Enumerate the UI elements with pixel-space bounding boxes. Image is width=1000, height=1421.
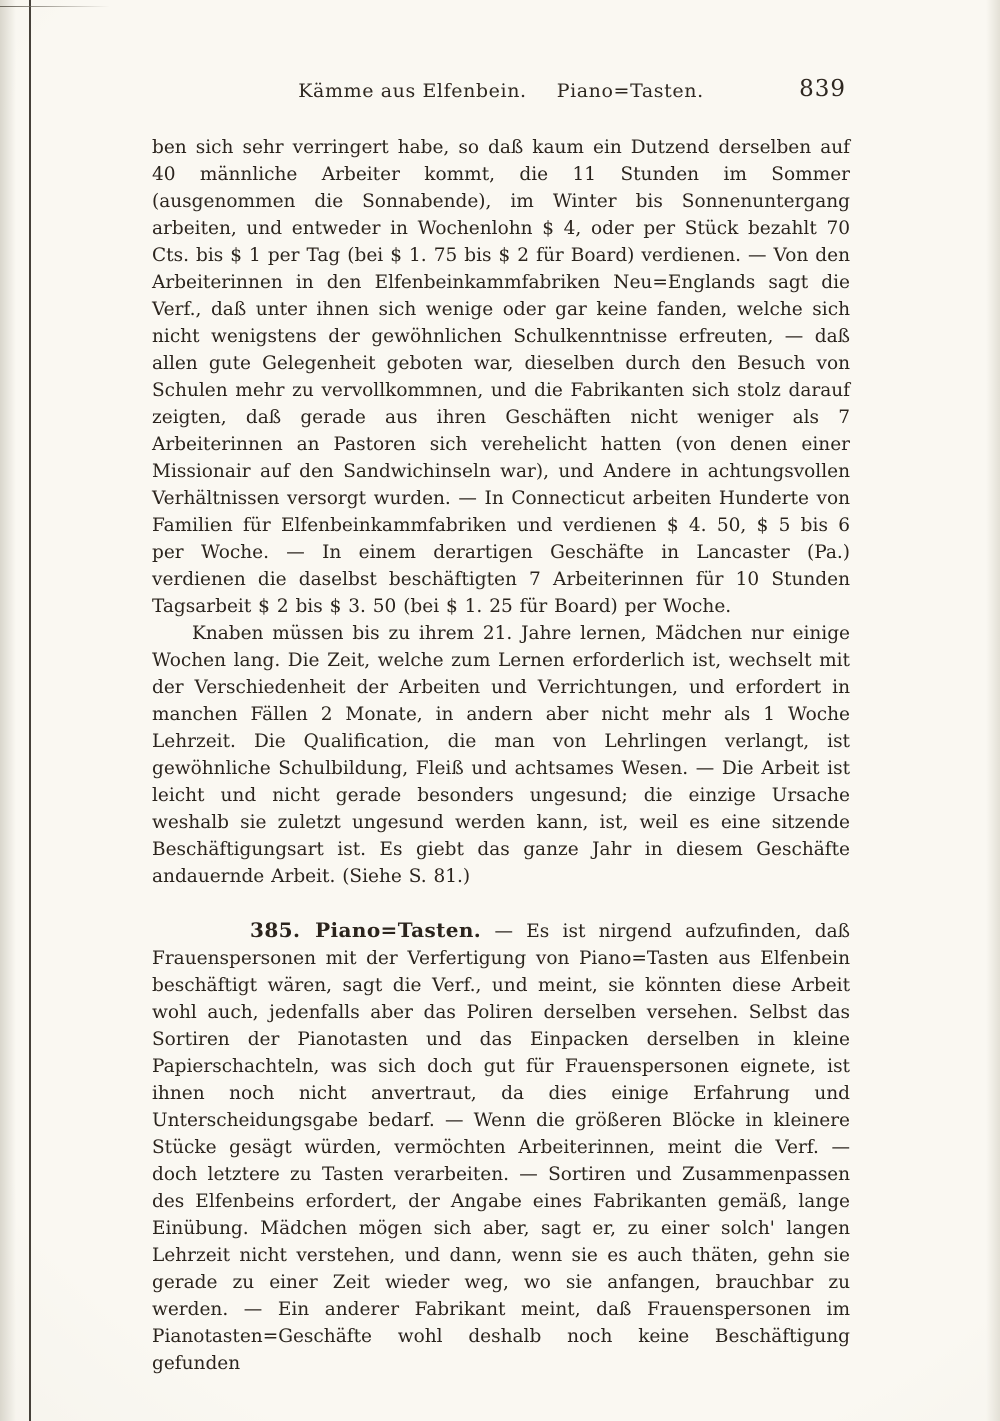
running-title-right: Piano=Tasten. [556, 80, 704, 102]
section-separator: — [481, 921, 527, 942]
running-title-left: Kämme aus Elfenbein. [298, 80, 527, 102]
section-385-piano-tasten [152, 917, 850, 1377]
scan-left-edge-line [29, 0, 31, 1421]
section-text: Es ist nirgend aufzufinden, daß Frauenspersonen mit der Verfertigung von Piano=Tasten aus Elfenbein beschäftigt wären, sagt die Verf., und meint, sie könnten diese Arbeit wohl auch, jedenfalls aber das Poliren derselben versehen. Selbst das Sortiren der Pianotasten und das Einpacken derselben in kleine Papierschachteln, was sich doch gut für Frauenspersonen eignete, ist ihnen noch nicht anvertraut, da dies einige Erfahrung und Unterscheidungsgabe bedarf. — Wenn die größeren Blöcke in kleinere Stücke gesägt würden, vermöchten Arbeiterinnen, meint die Verf. — doch letztere zu Tasten verarbeiten. — Sortiren und Zusammenpassen des Elfenbeins erfordert, der Angabe eines Fabrikanten gemäß, lange Einübung. Mädchen mögen sich aber, sagt er, zu einer solch' langen Lehrzeit nicht verstehen, und dann, wenn sie es auch thäten, gehn sie gerade zu einer Zeit wieder weg, wo sie anfangen, brauchbar zu werden. — Ein anderer Fabrikant meint, daß Frauenspersonen im Pianotasten=Geschäfte wohl deshalb noch keine Beschäftigung gefunden [152, 921, 850, 1374]
paragraph-ivory-combs-continuation: ben sich sehr verringert habe, so daß kaum ein Dutzend derselben auf 40 männliche Arbeiter kommt, die 11 Stunden im Sommer (ausgenommen die Sonnabende), im Winter bis Sonnenuntergang arbeiten, und entweder in Wochenlohn $ 4, oder per Stück bezahlt 70 Cts. bis $ 1 per Tag (bei $ 1. 75 bis $ 2 für Board) verdienen. — Von den Arbeiterinnen in den Elfenbeinkammfabriken Neu=Englands sagt die Verf., daß unter ihnen sich wenige oder gar keine fanden, welche sich nicht wenigstens der gewöhnlichen Schulkenntnisse erfreuten, — daß allen gute Gelegenheit geboten war, dieselben durch den Besuch von Schulen mehr zu vervollkommnen, und die Fabrikanten sich stolz darauf zeigten, daß gerade aus ihren Geschäften nicht weniger als 7 Arbeiterinnen an Pastoren sich verehelicht hatten (von denen einer Missionair auf den Sandwichinseln war), und Andere in achtungsvollen Verhältnissen versorgt wurden. — In Connecticut arbeiten Hunderte von Familien für Elfenbeinkammfabriken und verdienen $ 4. 50, $ 5 bis 6 per Woche. — In einem derartigen Geschäfte in Lancaster (Pa.) verdienen die daselbst beschäftigten 7 Arbeiterinnen für 10 Stunden Tagsarbeit $ 2 bis $ 3. 50 (bei $ 1. 25 für Board) per Woche. [152, 137, 850, 617]
page-number: 839 [799, 76, 846, 102]
page-content [152, 76, 850, 1377]
scan-top-edge-line [0, 6, 110, 7]
paragraph-apprenticeship: Knaben müssen bis zu ihrem 21. Jahre lernen, Mädchen nur einige Wochen lang. Die Zeit, welche zum Lernen erforderlich ist, wechselt mit der Verschiedenheit der Arbeiten und Verrichtungen, und erfordert in manchen Fällen 2 Monate, in andern aber nicht mehr als 1 Woche Lehrzeit. Die Qualification, die man von Lehrlingen verlangt, ist gewöhnliche Schulbildung, Fleiß und achtsames Wesen. — Die Arbeit ist leicht und nicht gerade besonders ungesund; die einzige Ursache weshalb sie zuletzt ungesund werden kann, ist, weil es eine sitzende Beschäftigungsart ist. Es giebt das ganze Jahr in diesem Geschäfte andauernde Arbeit. (Siehe S. 81.) [152, 623, 850, 887]
page-header [152, 76, 850, 106]
scan-left-shadow [0, 0, 16, 1421]
section-heading: 385. Piano=Tasten. [250, 918, 482, 942]
body-text [152, 134, 850, 1377]
scan-right-shadow [986, 0, 1000, 1421]
running-title [152, 76, 850, 102]
